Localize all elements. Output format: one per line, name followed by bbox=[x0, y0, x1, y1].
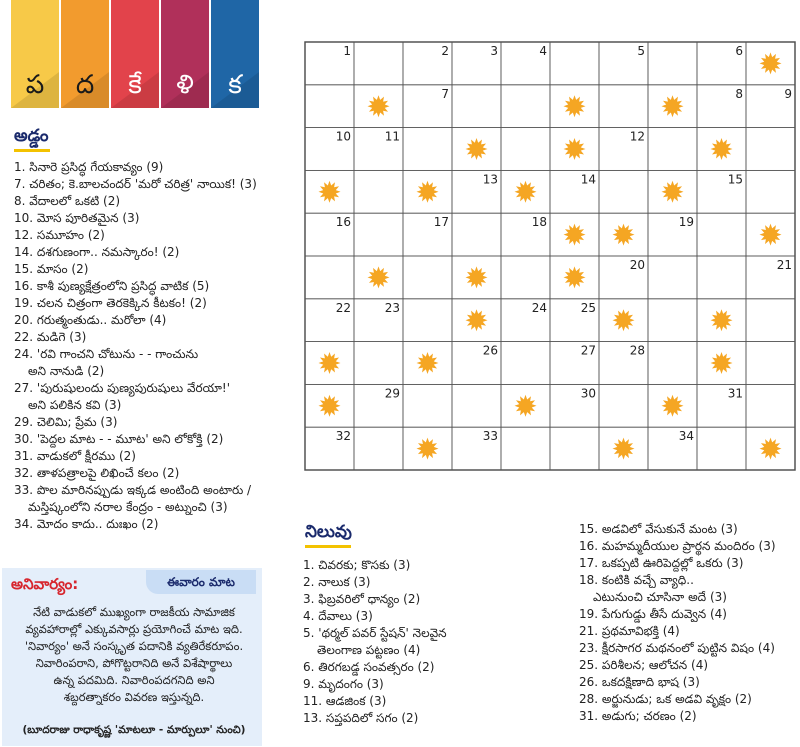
title-tile-letter: ప bbox=[25, 70, 45, 100]
clue-item: 1. సినారె ప్రసిద్ధ గేయకావ్యం (9) bbox=[14, 160, 164, 174]
clue-item: 19. చలన చిత్రంగా తెరకెక్కిన కీటకం! (2) bbox=[14, 296, 207, 310]
clue-item: 3. ఫిబ్రవరిలో ధాన్యం (2) bbox=[303, 592, 421, 606]
clue-item: 19. పేగుగుడ్డు తీసే దువ్వెన (4) bbox=[579, 607, 727, 621]
clue-item: 10. మోస పూరితమైన (3) bbox=[14, 211, 140, 225]
title-tile bbox=[11, 0, 59, 108]
clue-item: 23. క్షీరసాగర మథనంలో పుట్టిన విషం (4) bbox=[579, 641, 775, 655]
down-clue-list-left bbox=[303, 557, 573, 727]
clue-item: 15. మాసం (2) bbox=[14, 262, 89, 276]
clue-number: 22 bbox=[335, 300, 351, 315]
clue-item: 5. 'థర్మల్ పవర్ స్టేషన్' నెలవైన bbox=[303, 626, 447, 640]
word-of-week-title: అనివార్యం: bbox=[11, 575, 79, 593]
clue-item: 26. ఒకదక్షిణాది భాష (3) bbox=[579, 675, 700, 689]
down-clue-list-right bbox=[579, 521, 799, 725]
clue-item: 28. అర్జునుడు; ఒక అడవి వృక్షం (2) bbox=[579, 692, 752, 706]
clue-number: 23 bbox=[384, 300, 400, 315]
clue-item: 6. తిరగబడ్డ సంవత్సరం (2) bbox=[303, 660, 435, 674]
clue-item: 29. చెలిమి; ప్రేమ (3) bbox=[14, 415, 118, 429]
clue-number: 32 bbox=[335, 429, 351, 444]
clue-number: 28 bbox=[629, 343, 645, 358]
clue-number: 27 bbox=[580, 343, 596, 358]
down-heading: నిలువు bbox=[305, 522, 352, 542]
clue-number: 1 bbox=[343, 44, 351, 58]
title-tile bbox=[111, 0, 159, 108]
clue-number: 25 bbox=[580, 300, 596, 315]
clue-item: ఎటునుంచి చూసినా అదే (3) bbox=[593, 590, 727, 604]
word-of-week-line: వ్యవహారాల్లో ఎక్కువసార్లు ప్రయోగించే మాట ఇది. bbox=[25, 622, 243, 636]
clue-number: 34 bbox=[678, 429, 694, 444]
clue-number: 12 bbox=[629, 129, 645, 144]
word-of-week-source: (బూదరాజు రాధాకృష్ణ 'మాటలూ - మార్పులూ' నుంచి) bbox=[22, 724, 246, 736]
clue-item: 16. మహమ్మదీయుల ప్రార్థన మందిరం (3) bbox=[579, 539, 776, 553]
down-heading-underline bbox=[305, 545, 351, 548]
clue-item: 12. సమూహం (2) bbox=[14, 228, 105, 242]
clue-item: 4. దేవాలు (3) bbox=[303, 609, 373, 623]
clue-item: అని పలికిన కవి (3) bbox=[28, 398, 122, 412]
clue-item: 33. పొల మారినప్పుడు ఇక్కడ అంటింది అంటారు / bbox=[14, 483, 252, 497]
word-of-week-tag: ఈవారం మాట bbox=[146, 570, 256, 594]
clue-number: 10 bbox=[335, 129, 351, 144]
clue-item: 21. ప్రథమావిభక్తి (4) bbox=[579, 624, 680, 638]
clue-item: 32. తాళపత్రాలపై లిఖించే కలం (2) bbox=[14, 466, 180, 480]
across-heading: అడ్డం bbox=[14, 126, 49, 146]
clue-number: 5 bbox=[637, 44, 645, 58]
clue-item: 7. చరితం; కె.బాలచందర్ 'మరో చరిత్ర' నాయిక! (3) bbox=[14, 177, 257, 191]
clue-number: 13 bbox=[482, 172, 498, 187]
title-tile-letter: క bbox=[228, 70, 242, 100]
clue-item: 25. పరిశీలన; ఆలోచన (4) bbox=[579, 658, 709, 672]
clue-item: 30. 'పెద్దల మాట - - మూట' అని లోకోక్తి (2) bbox=[14, 432, 224, 446]
clue-number: 20 bbox=[629, 258, 645, 272]
clue-item: అని నానుడి (2) bbox=[28, 364, 105, 378]
across-clue-list bbox=[14, 159, 264, 533]
clue-item: 17. ఒకప్పటి ఊరిపెద్దల్లో ఒకరు (3) bbox=[579, 556, 744, 570]
clue-item: 24. 'రవి గాంచని చోటును - - గాంచును bbox=[14, 347, 199, 361]
title-tile bbox=[61, 0, 109, 108]
clue-item: 31. వాడుకలో క్షీరము (2) bbox=[14, 449, 136, 463]
word-of-week-body bbox=[10, 604, 258, 706]
title-tiles bbox=[11, 0, 259, 108]
clue-item: 34. మోదం కాదు.. దుఃఖం (2) bbox=[14, 517, 159, 531]
clue-number: 11 bbox=[384, 129, 400, 144]
title-tile bbox=[161, 0, 209, 108]
clue-number: 21 bbox=[776, 258, 792, 272]
title-tile-letter: ద bbox=[75, 70, 95, 100]
clue-number: 26 bbox=[482, 343, 498, 358]
title-tile-letter: కే bbox=[128, 70, 142, 100]
clue-item: 14. దశగుణంగా.. నమస్కారం! (2) bbox=[14, 245, 180, 259]
clue-number: 30 bbox=[580, 386, 596, 401]
word-of-week-line: 'నివార్యం' అనే సంస్కృత పదానికి వ్యతిరేకరూపం. bbox=[24, 639, 244, 653]
clue-item: 16. కాశీ పుణ్యక్షేత్రంలోని ప్రసిద్ధ వాటిక (5) bbox=[14, 279, 210, 293]
crossword-grid bbox=[304, 41, 797, 471]
clue-number: 7 bbox=[441, 86, 449, 101]
clue-number: 17 bbox=[433, 215, 449, 230]
clue-item: 20. గరుత్మంతుడు.. మరోలా (4) bbox=[14, 313, 167, 327]
clue-number: 19 bbox=[678, 215, 694, 230]
clue-number: 18 bbox=[531, 215, 547, 230]
word-of-week-line: నివారింపరాని, పోగొట్టరానిది అనే విశేషార్థాలు bbox=[35, 656, 233, 670]
clue-number: 33 bbox=[482, 429, 498, 444]
clue-number: 8 bbox=[735, 86, 743, 101]
clue-number: 9 bbox=[784, 86, 792, 101]
clue-number: 3 bbox=[490, 44, 498, 58]
clue-number: 15 bbox=[727, 172, 743, 187]
word-of-week-line: శబ్దరత్నాకరం వివరణ ఇస్తున్నది. bbox=[63, 690, 205, 704]
clue-item: 8. వేదాలలో ఒకటి (2) bbox=[14, 194, 121, 208]
title-tile-letter: ళి bbox=[176, 70, 194, 100]
title-tile bbox=[211, 0, 259, 108]
clue-item: 1. చివరకు; కొసకు (3) bbox=[303, 558, 411, 572]
clue-number: 14 bbox=[580, 172, 596, 187]
clue-number: 4 bbox=[539, 44, 547, 58]
word-of-week-line: నేటి వాడుకలో ముఖ్యంగా రాజకీయ సామాజిక bbox=[33, 605, 235, 619]
word-of-week-line: ఉన్న పదమిది. నివారింపదగనిది అని bbox=[53, 673, 215, 687]
across-heading-underline bbox=[14, 149, 50, 152]
clue-number: 16 bbox=[335, 215, 351, 230]
clue-number: 31 bbox=[727, 386, 743, 401]
clue-item: 15. అడవిలో వేసుకునే మంట (3) bbox=[579, 522, 738, 536]
clue-item: తెలంగాణ పట్టణం (4) bbox=[317, 643, 421, 657]
clue-item: 11. ఆడజింక (3) bbox=[303, 694, 387, 708]
clue-number: 6 bbox=[735, 44, 743, 58]
clue-number: 29 bbox=[384, 386, 400, 401]
clue-item: 18. కంటికి వచ్చే వ్యాధి.. bbox=[579, 573, 694, 587]
clue-number: 2 bbox=[441, 44, 449, 58]
clue-item: మస్తిష్కంలోని నరాల కేంద్రం - అట్నుంచి (3) bbox=[28, 500, 228, 514]
clue-item: 9. మృదంగం (3) bbox=[303, 677, 384, 691]
clue-item: 27. 'పురుషులందు పుణ్యపురుషులు వేరయా!' bbox=[14, 381, 231, 395]
clue-item: 13. సప్తపదిలో సగం (2) bbox=[303, 711, 419, 725]
clue-number: 24 bbox=[531, 300, 547, 315]
clue-item: 2. నాలుక (3) bbox=[303, 575, 371, 589]
clue-item: 31. అడుగు; చరణం (2) bbox=[579, 709, 697, 723]
clue-item: 22. మడిగె (3) bbox=[14, 330, 87, 344]
